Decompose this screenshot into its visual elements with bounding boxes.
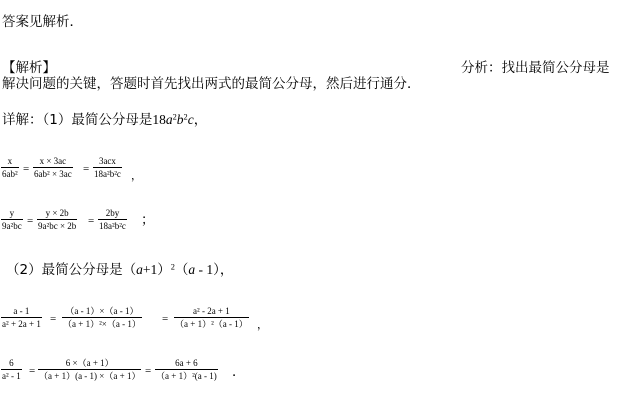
eq2-f2-numerator: y × 2b [45, 208, 69, 218]
eq2-fraction-2 [37, 208, 77, 231]
eq2-end: ； [141, 212, 155, 228]
fraction-bar [62, 317, 142, 318]
eq2-f3-numerator: 2by [105, 208, 120, 218]
eq4-f3-numerator: 6a + 6 [175, 358, 198, 368]
eq4-end: ． [232, 364, 246, 380]
eq1-fraction-1 [1, 156, 19, 179]
lcd-coefficient: 18 [152, 112, 166, 127]
part2-prefix: （2）最简公分母是（ [6, 262, 137, 278]
fraction-bar [1, 167, 19, 168]
eq2-equals-2: = [88, 215, 95, 227]
eq4-equals-1: = [29, 365, 36, 377]
eq3-equals-1: = [50, 313, 57, 325]
eq3-f1-numerator: a - 1 [13, 306, 30, 316]
answer-line: 答案见解析． [2, 14, 83, 30]
eq3-equals-2: = [162, 313, 169, 325]
lcd-exp-b: 2 [183, 112, 188, 122]
eq2-equals-1: = [27, 215, 34, 227]
eq3-f3-denominator: （a + 1）²（a - 1） [175, 319, 248, 329]
eq2-f1-numerator: y [9, 208, 15, 218]
eq3-f2-denominator: （a + 1）²×（a - 1） [63, 319, 141, 329]
part2-var-a2: a [188, 262, 196, 277]
eq1-equals-2: = [83, 163, 90, 175]
fraction-bar [33, 167, 73, 168]
detail-line-2 [6, 262, 233, 278]
fraction-bar [38, 369, 141, 370]
eq4-f1-denominator: a² - 1 [2, 371, 21, 381]
part2-paren: （ [174, 262, 189, 278]
eq2-fraction-1 [1, 208, 23, 231]
eq3-f1-denominator: a² + 2a + 1 [2, 319, 41, 329]
eq4-equals-2: = [145, 365, 152, 377]
eq1-f1-denominator: 6ab² [2, 169, 18, 179]
eq3-f2-numerator: （a - 1）×（a - 1） [65, 306, 139, 316]
eq1-f3-denominator: 18a²b²c [94, 169, 121, 179]
lcd-var-a: a [165, 112, 173, 127]
eq2-f2-denominator: 9a²bc × 2b [38, 221, 77, 231]
eq1-f3-numerator: 3acx [98, 156, 116, 166]
eq3-end: ， [257, 319, 268, 331]
part2-exp: 2 [170, 262, 175, 272]
fraction-bar [37, 219, 77, 220]
eq1-fraction-2 [33, 156, 73, 179]
lcd-var-b: b [176, 112, 184, 127]
eq1-f2-numerator: x × 3ac [39, 156, 67, 166]
fraction-bar [174, 317, 249, 318]
analysis-heading: 【解析】 [2, 60, 56, 76]
eq4-fraction-1 [1, 358, 22, 381]
eq3-fraction-3 [174, 306, 249, 329]
part2-minus: - 1）， [195, 262, 234, 277]
eq2-f3-denominator: 18a²b²c [99, 221, 126, 231]
detail-prefix: 详解：（1）最简公分母是 [2, 112, 153, 128]
fraction-bar [93, 167, 122, 168]
eq4-f1-numerator: 6 [9, 358, 14, 368]
eq2-fraction-3 [98, 208, 127, 231]
fraction-bar [155, 369, 218, 370]
lcd-exp-a: 2 [172, 112, 177, 122]
analysis-text-line2: 解决问题的关键，答题时首先找出两式的最简公分母，然后进行通分． [2, 76, 421, 92]
eq1-fraction-3 [93, 156, 122, 179]
detail-line-1 [2, 112, 207, 128]
eq4-f2-numerator: 6 ×（a + 1） [65, 358, 114, 368]
eq3-f3-numerator: a² - 2a + 1 [193, 306, 230, 316]
eq3-fraction-1 [1, 306, 42, 329]
eq4-f3-denominator: （a + 1）²(a - 1) [156, 371, 217, 381]
eq3-fraction-2 [62, 306, 142, 329]
part2-plus: +1） [142, 262, 171, 277]
fraction-bar [98, 219, 127, 220]
analysis-text-right: 分析：找出最简公分母是 [461, 60, 610, 76]
eq4-fraction-2 [38, 358, 141, 381]
fraction-bar [1, 219, 23, 220]
eq2-f1-denominator: 9a²bc [2, 221, 22, 231]
part2-var-a: a [136, 262, 143, 277]
eq1-f2-denominator: 6ab² × 3ac [34, 169, 72, 179]
fraction-bar [1, 369, 22, 370]
fraction-bar [1, 317, 42, 318]
lcd-end: ， [193, 112, 208, 128]
eq4-fraction-3 [155, 358, 218, 381]
eq4-f2-denominator: （a + 1）(a - 1) ×（a + 1） [39, 371, 141, 381]
eq1-equals-1: = [23, 163, 30, 175]
eq1-end: ， [131, 170, 142, 182]
eq1-f1-numerator: x [7, 156, 13, 166]
lcd-var-c: c [187, 112, 194, 127]
